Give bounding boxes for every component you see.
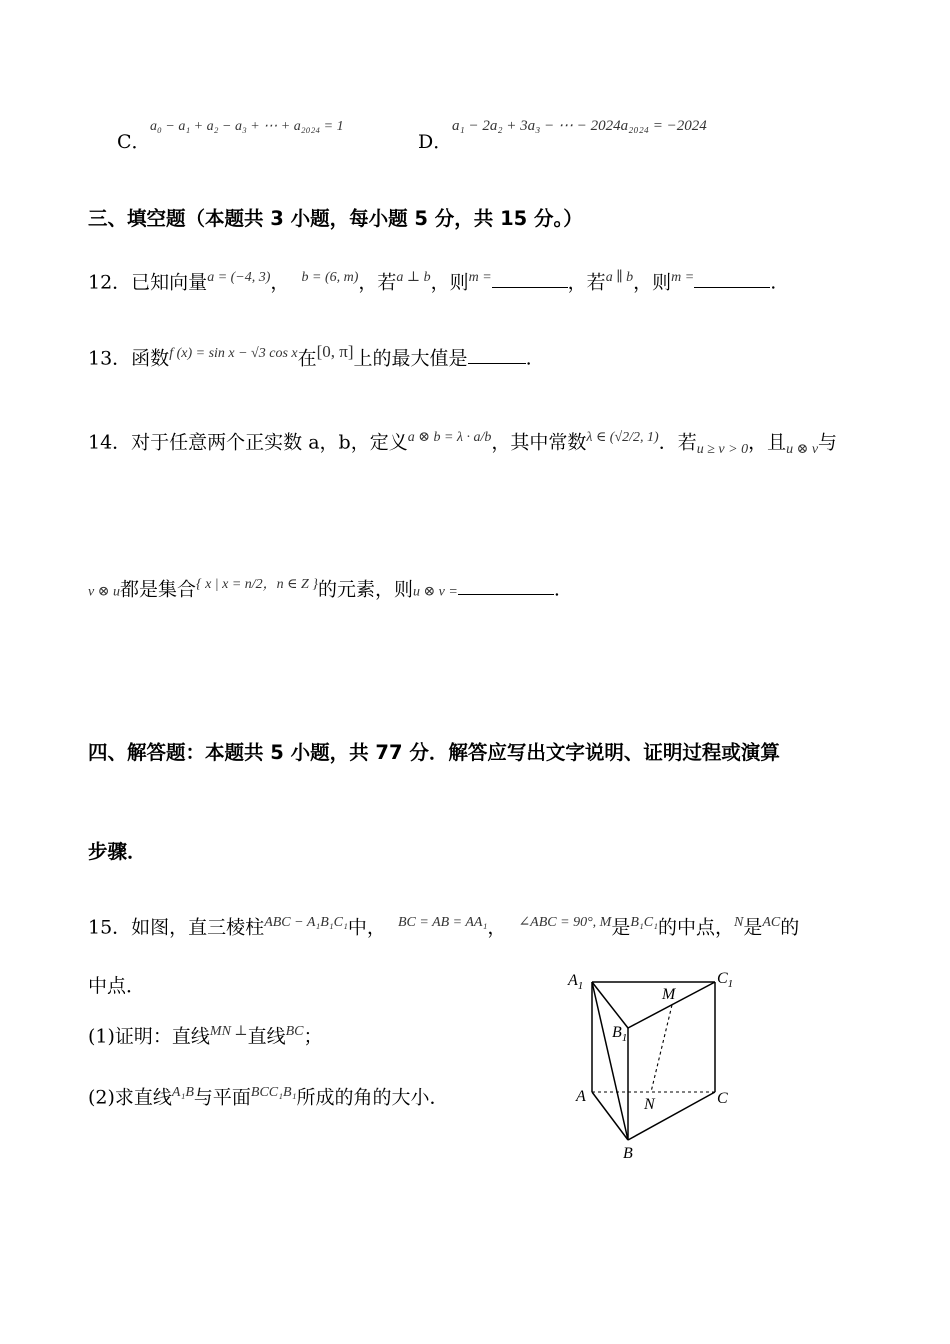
label-c: C (717, 1090, 728, 1107)
interval: [0, π] (316, 342, 354, 361)
answer-blank-13[interactable] (468, 345, 526, 364)
question-15: 15．如图，直三棱柱$^{ABC - A_1B_1C_1}$中， $^{BC = AB = AA_1}$， $^{\angle ABC = 90^\circ, M}$是$^{B_1C_1}$的中点，$^N$是$^{AC}$的 (88, 915, 800, 939)
answer-blank-14[interactable] (458, 576, 554, 595)
vector-a: a = (−4, 3) (207, 270, 271, 285)
option-c-formula: a₀ − a₁ + a₂ − a₃ + ⋯ + a₂₀₂₄ = 1 (150, 119, 344, 134)
option-d-formula: a₁ − 2a₂ + 3a₃ − ⋯ − 2024a₂₀₂₄ = −2024 (452, 118, 707, 134)
section3-heading: 三、填空题（本题共 3 小题，每小题 5 分，共 15 分。） (88, 207, 583, 230)
label-b: B (623, 1145, 633, 1162)
answer-blank-12a[interactable] (492, 269, 568, 288)
prism-figure (560, 965, 760, 1165)
segment-mn-hidden (651, 1005, 672, 1092)
lambda-range: λ ∈ (√2/2, 1) (586, 430, 659, 445)
function-f: f (x) = sin x − √3 cos x (169, 346, 298, 361)
edge-bc (628, 1092, 715, 1140)
label-a: A (576, 1088, 586, 1105)
label-m: M (662, 986, 676, 1003)
vector-b: b = (6, m) (301, 270, 359, 285)
question-15-part1: (1)证明：直线$^{MN \perp}$直线$^{BC}$； (88, 1024, 323, 1048)
answer-blank-12b[interactable] (694, 269, 770, 288)
option-c-label: C． (117, 131, 151, 153)
label-c1: $C_1$ (717, 970, 734, 990)
question-15-part2: (2)求直线$^{A_1B}$与平面$^{BCC_1B_1}$所成的角的大小． (88, 1085, 449, 1109)
section4-heading-line2: 步骤． (88, 840, 147, 863)
question-13: 13．函数$^{f (x) = sin x - √3 cos x}$在[0, π]上的最大值是 . (88, 342, 532, 370)
otimes-definition: a ⊗ b = λ · a/b (407, 430, 492, 445)
question-12: 12．已知向量$^{a = (-4, 3)}$， $^{b = (6, m)}$，若$^{a \perp b}$，则$^{m =}$ ，若$^{a \parallel b}$，则$^{m =}$ . (88, 270, 777, 294)
set-definition: { x | x = n/2，n ∈ Z } (195, 577, 318, 592)
section4-heading: 四、解答题：本题共 5 小题，共 77 分．解答应写出文字说明、证明过程或演算 (88, 741, 780, 764)
question-14: 14．对于任意两个正实数 a，b，定义$^{a \otimes b = \lambda \cdot a/b}$，其中常数$^{\lambda \in (√2/2, 1)}$．若$_{u \ge v > 0}$，且$_{u \otimes v}$与 (88, 430, 838, 458)
option-d-label: D． (418, 131, 453, 153)
label-a1: $A_1$ (568, 972, 584, 992)
question-14-line2: v ⊗ u都是集合$^{\{ x | x = n/2,n \in Z \}}$的元素，则u ⊗ v = . (88, 577, 560, 601)
question-15-line2: 中点． (88, 975, 146, 997)
label-n: N (644, 1096, 655, 1113)
label-b1: $B_1$ (612, 1024, 628, 1044)
